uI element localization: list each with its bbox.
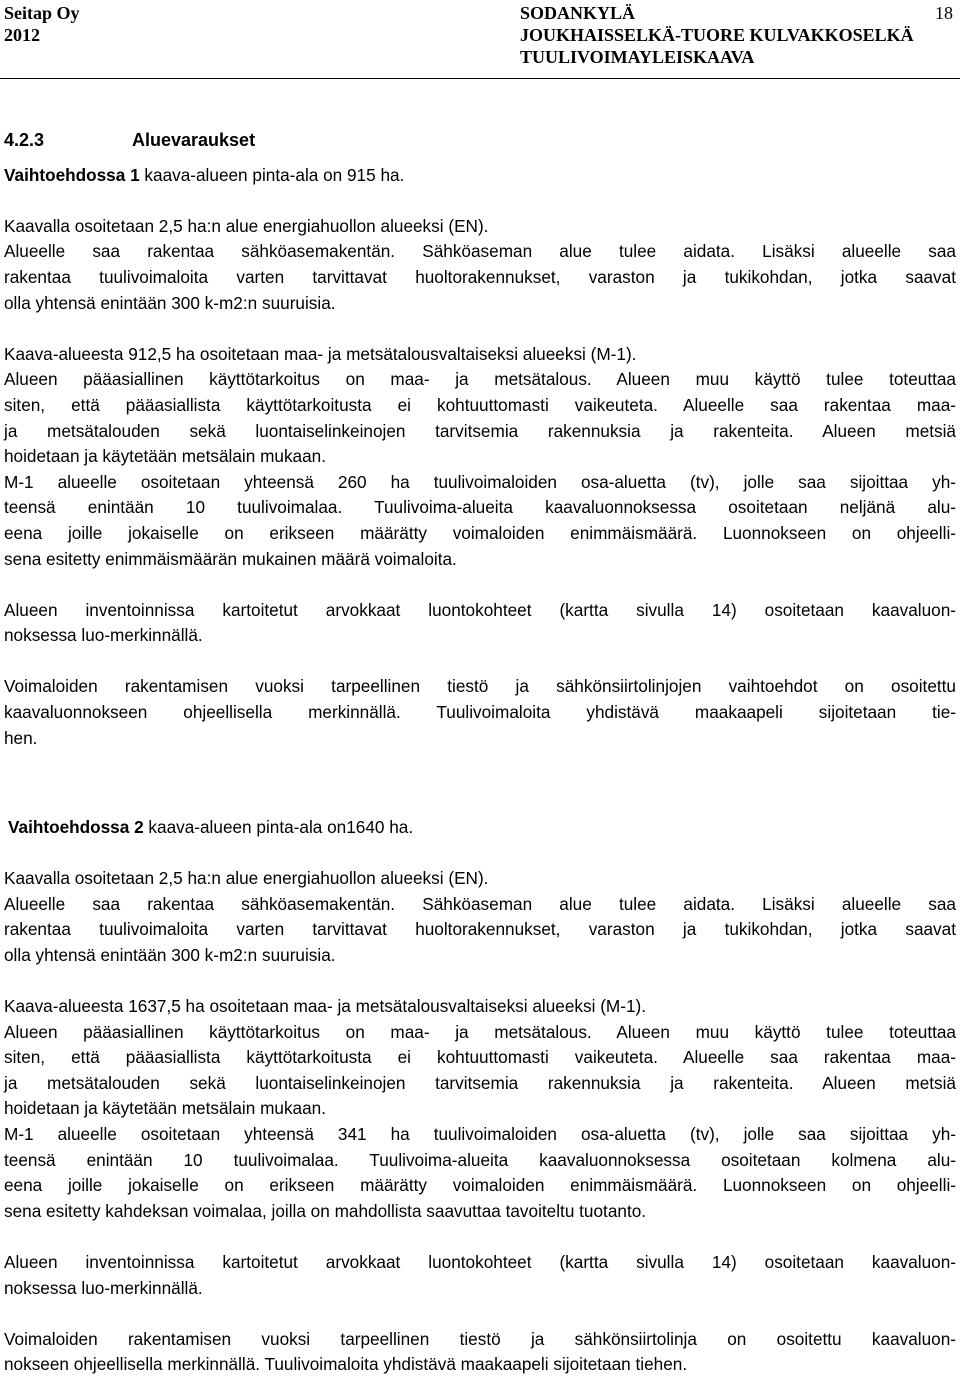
alt2-p2-line: sena esitetty kahdeksan voimalaa, joilla on mahdollista saavuttaa tavoiteltu tuotanto. bbox=[4, 1200, 647, 1221]
alt1-p2-line: sena esitetty enimmäismäärän mukainen määrä voimaloita. bbox=[4, 548, 457, 569]
alt1-p1-line: Kaavalla osoitetaan 2,5 ha:n alue energiahuollon alueeksi (EN). bbox=[4, 215, 489, 236]
alt2-p2-line: siten, että pääasiallista käyttötarkoitusta ei kohtuuttomasti vaikeuteta. Alueelle saa rakentaa maa- bbox=[4, 1047, 956, 1068]
alt2-p3-line: noksessa luo-merkinnällä. bbox=[4, 1277, 203, 1298]
alt1-p4-line: hen. bbox=[4, 727, 38, 748]
alt2-p4-line: Voimaloiden rakentamisen vuoksi tarpeellinen tiestö ja sähkönsiirtolinja on osoitettu kaavaluon- bbox=[4, 1328, 956, 1349]
alt2-p1-line: Kaavalla osoitetaan 2,5 ha:n alue energiahuollon alueeksi (EN). bbox=[4, 868, 489, 889]
alt1-p1-line: Alueelle saa rakentaa sähköasemakentän. Sähköaseman alue tulee aidata. Lisäksi alueelle saa bbox=[4, 241, 956, 262]
alt2-p2-line: ja metsätalouden sekä luontaiselinkeinojen tarvitsemia rakennuksia ja rakenteita. Alueen metsiä bbox=[4, 1072, 956, 1093]
alt2-p2-line: Alueen pääasiallinen käyttötarkoitus on maa- ja metsätalous. Alueen muu käyttö tulee toteuttaa bbox=[4, 1021, 956, 1042]
alt1-p2-line: hoidetaan ja käytetään metsälain mukaan. bbox=[4, 446, 326, 467]
alt1-p2-line: Kaava-alueesta 912,5 ha osoitetaan maa- ja metsätalousvaltaiseksi alueeksi (M-1). bbox=[4, 343, 637, 364]
alt2-intro-rest: kaava-alueen pinta-ala on1640 ha. bbox=[143, 816, 414, 837]
header-divider bbox=[0, 78, 960, 79]
alt2-p2-line: eena joille jokaiselle on erikseen määrätty voimaloiden enimmäismäärä. Luonnokseen on ohjeelli- bbox=[4, 1175, 956, 1196]
alt1-p2-line: eena joille jokaiselle on erikseen määrätty voimaloiden enimmäismäärä. Luonnokseen on ohjeelli- bbox=[4, 522, 956, 543]
section-title: Aluevaraukset bbox=[132, 130, 256, 150]
alt2-p2-line: teensä enintään 10 tuulivoimalaa. Tuulivoima-alueita kaavaluonnoksessa osoitetaan kolmena alu- bbox=[4, 1149, 956, 1170]
alt2-p3-line: Alueen inventoinnissa kartoitetut arvokkaat luontokohteet (kartta sivulla 14) osoitetaan kaavaluon- bbox=[4, 1251, 956, 1272]
alt1-p2-line: ja metsätalouden sekä luontaiselinkeinojen tarvitsemia rakennuksia ja rakenteita. Alueen metsiä bbox=[4, 420, 956, 441]
alt1-p2-line: siten, että pääasiallista käyttötarkoitusta ei kohtuuttomasti vaikeuteta. Alueelle saa rakentaa maa- bbox=[4, 394, 956, 415]
header-title-line3: TUULIVOIMAYLEISKAAVA bbox=[520, 47, 755, 67]
alt1-p2-line: Alueen pääasiallinen käyttötarkoitus on maa- ja metsätalous. Alueen muu käyttö tulee toteuttaa bbox=[4, 369, 956, 390]
alt2-p1-line: olla yhtensä enintään 300 k-m2:n suuruisia. bbox=[4, 944, 336, 965]
alt2-p4-line: nokseen ohjeellisella merkinnällä. Tuulivoimaloita yhdistävä maakaapeli sijoitetaan tiehen. bbox=[4, 1354, 688, 1375]
alt2-intro bbox=[4, 815, 956, 841]
alt1-p2-line: teensä enintään 10 tuulivoimalaa. Tuulivoima-alueita kaavaluonnoksessa osoitetaan neljänä alu- bbox=[4, 497, 956, 518]
page-header bbox=[0, 0, 960, 80]
section-heading bbox=[4, 128, 956, 154]
alt1-intro bbox=[4, 163, 956, 189]
alt1-p3-line: Alueen inventoinnissa kartoitetut arvokkaat luontokohteet (kartta sivulla 14) osoitetaan kaavaluon- bbox=[4, 599, 956, 620]
document-body bbox=[4, 128, 956, 1378]
alt2-p2-line: hoidetaan ja käytetään metsälain mukaan. bbox=[4, 1098, 326, 1119]
header-company: Seitap Oy bbox=[4, 3, 80, 23]
alt1-p4-line: kaavaluonnokseen ohjeellisella merkinnällä. Tuulivoimaloita yhdistävä maakaapeli sijoitetaan tie- bbox=[4, 702, 956, 723]
header-title-line1: SODANKYLÄ bbox=[520, 3, 636, 23]
alt1-p3-line: noksessa luo-merkinnällä. bbox=[4, 625, 203, 646]
alt2-p2-line: M-1 alueelle osoitetaan yhteensä 341 ha tuulivoimaloiden osa-aluetta (tv), jolle saa sijoittaa yh- bbox=[4, 1123, 956, 1144]
alt1-p1-line: rakentaa tuulivoimaloita varten tarvittavat huoltorakennukset, varaston ja tukikohdan, jotka saavat bbox=[4, 266, 956, 287]
page-number: 18 bbox=[935, 3, 953, 23]
alt2-p1-line: Alueelle saa rakentaa sähköasemakentän. Sähköaseman alue tulee aidata. Lisäksi alueelle saa bbox=[4, 893, 956, 914]
alt1-p1-line: olla yhtensä enintään 300 k-m2:n suuruisia. bbox=[4, 292, 336, 313]
alt2-p1-line: rakentaa tuulivoimaloita varten tarvittavat huoltorakennukset, varaston ja tukikohdan, jotka saavat bbox=[4, 919, 956, 940]
alt1-p2-line: M-1 alueelle osoitetaan yhteensä 260 ha tuulivoimaloiden osa-aluetta (tv), jolle saa sijoittaa yh- bbox=[4, 471, 956, 492]
header-year: 2012 bbox=[4, 25, 40, 45]
alt1-intro-bold: Vaihtoehdossa 1 bbox=[4, 164, 140, 185]
alt1-intro-rest: kaava-alueen pinta-ala on 915 ha. bbox=[139, 164, 405, 185]
alt2-intro-bold: Vaihtoehdossa 2 bbox=[8, 816, 144, 837]
alt1-p4-line: Voimaloiden rakentamisen vuoksi tarpeellinen tiestö ja sähkönsiirtolinjojen vaihtoehdot on osoitettu bbox=[4, 676, 956, 697]
alt2-p2-line: Kaava-alueesta 1637,5 ha osoitetaan maa- ja metsätalousvaltaiseksi alueeksi (M-1). bbox=[4, 996, 647, 1016]
header-title-line2: JOUKHAISSELKÄ-TUORE KULVAKKOSELKÄ bbox=[520, 25, 914, 45]
section-number: 4.2.3 bbox=[4, 130, 45, 150]
